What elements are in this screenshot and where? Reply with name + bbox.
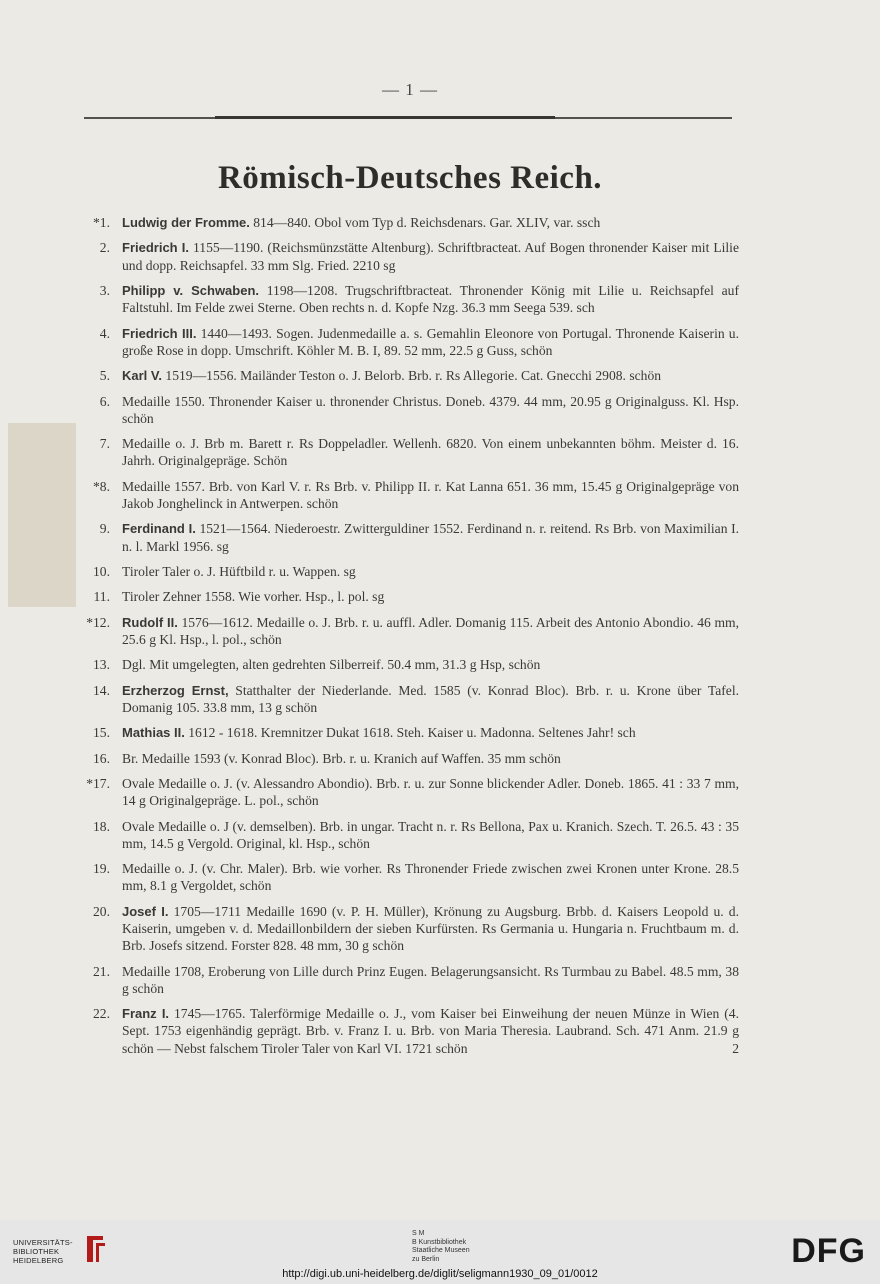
catalog-entry bbox=[84, 239, 739, 273]
catalog-entry bbox=[84, 478, 739, 512]
entry-number: 9. bbox=[99, 521, 110, 537]
entry-number: 15. bbox=[93, 725, 110, 741]
catalog-entry bbox=[84, 860, 739, 894]
entry-ruler: Erzherzog Ernst, bbox=[122, 682, 229, 698]
catalog-entries bbox=[84, 214, 739, 1065]
entry-ruler: Friedrich I. bbox=[122, 240, 190, 256]
entry-description: Tiroler Zehner 1558. Wie vorher. Hsp., l. pol. sg bbox=[122, 589, 385, 605]
entry-ruler: Josef I. bbox=[122, 903, 169, 919]
header-rule-thick bbox=[215, 116, 555, 119]
entry-description: Medaille o. J. Brb m. Barett r. Rs Doppeladler. Wellenh. 6820. Von einem unbekannten böhm. Meister d. 16. Jahrh. Originalgepräge. Schön bbox=[122, 436, 739, 469]
entry-description: 1519—1556. Mailänder Teston o. J. Belorb. Brb. r. Rs Allegorie. Cat. Gnecchi 2908. schön bbox=[162, 368, 662, 384]
entry-description: 1576—1612. Medaille o. J. Brb. r. u. auffl. Adler. Domanig 115. Arbeit des Antonio Abondio. 46 mm, 25.6 g Kl. Hsp., l. pol., schön bbox=[122, 614, 739, 647]
entry-description: 814—840. Obol vom Typ d. Reichsdenars. Gar. XLIV, var. ssch bbox=[249, 215, 601, 230]
entry-description: Medaille o. J. (v. Chr. Maler). Brb. wie vorher. Rs Thronender Friede zwischen zwei Kronen unter Krone. 28.5 mm, 8.1 g Vergoldet, schön bbox=[122, 861, 739, 894]
catalog-entry bbox=[84, 724, 739, 741]
entry-description: Tiroler Taler o. J. Hüftbild r. u. Wappen. sg bbox=[122, 563, 356, 579]
entry-description: 1521—1564. Niederoestr. Zwitterguldiner 1552. Ferdinand n. r. reitend. Rs Brb. von Maximilian I. n. l. Markl 1956. sg bbox=[122, 521, 739, 554]
entry-number: 7. bbox=[99, 436, 110, 452]
permalink-url[interactable]: http://digi.ub.uni-heidelberg.de/diglit/seligmann1930_09_01/0012 bbox=[282, 1268, 598, 1280]
entry-ruler: Franz I. bbox=[122, 1006, 170, 1022]
page-number: — 1 — bbox=[382, 80, 438, 99]
entry-number: 14. bbox=[93, 682, 110, 698]
catalog-entry bbox=[84, 903, 739, 955]
entry-number: *12. bbox=[86, 614, 110, 630]
entry-description: 1612 - 1618. Kremnitzer Dukat 1618. Steh. Kaiser u. Madonna. Seltenes Jahr! sch bbox=[184, 725, 636, 741]
entry-description: 1705—1711 Medaille 1690 (v. P. H. Müller), Krönung zu Augsburg. Brbb. d. Kaisers Leopold u. d. Kaiserin, umgeben v. d. Medaillonbildern der sieben Kurfürsten. Rs Germania u. Hungaria n. Fruchtbaum m. d. Brb. Josefs sitzend. Forster 828. 48 mm, 30 g schön bbox=[122, 903, 740, 954]
entry-description: Medaille 1557. Brb. von Karl V. r. Rs Brb. v. Philipp II. r. Kat Lanna 651. 36 mm, 15.45 g Originalgepräge von Jakob Jonghelinck in Antwerpen. schön bbox=[122, 478, 739, 511]
entry-description: Medaille 1708, Eroberung von Lille durch Prinz Eugen. Belagerungsansicht. Rs Turmbau zu Babel. 48.5 mm, 38 g schön bbox=[122, 963, 739, 996]
entry-trailing-mark: 2 bbox=[732, 1040, 739, 1056]
viewer-footer bbox=[0, 1220, 880, 1284]
catalog-entry bbox=[84, 1005, 739, 1057]
page-title: Römisch-Deutsches Reich. bbox=[217, 160, 603, 196]
entry-number: *17. bbox=[86, 776, 110, 792]
entry-number: 19. bbox=[93, 861, 110, 877]
entry-ruler: Rudolf II. bbox=[122, 614, 178, 630]
catalog-entry bbox=[84, 963, 739, 997]
paper-strip bbox=[8, 423, 76, 607]
entry-description: Dgl. Mit umgelegten, alten gedrehten Silberreif. 50.4 mm, 31.3 g Hsp, schön bbox=[122, 657, 541, 673]
entry-ruler: Friedrich III. bbox=[122, 325, 197, 341]
catalog-entry bbox=[84, 367, 739, 384]
catalog-entry bbox=[84, 682, 739, 716]
catalog-entry bbox=[84, 393, 739, 427]
entry-description: 1198—1208. Trugschriftbracteat. Thronender König mit Lilie u. Reichsapfel auf Faltstuhl. Im Felde zwei Sterne. Oben rechts n. d. Kopfe Nzg. 36.3 mm Seega 539. sch bbox=[122, 282, 739, 316]
catalog-entry bbox=[84, 214, 739, 231]
catalog-entry bbox=[84, 563, 739, 580]
entry-number: 10. bbox=[93, 563, 110, 579]
entry-number: 20. bbox=[93, 903, 110, 919]
library-stamp: S M B Kunstbibliothek Staatliche Museen zu Berlin bbox=[412, 1230, 470, 1263]
entry-description: Statthalter der Niederlande. Med. 1585 (v. Konrad Bloc). Brb. r. u. Krone über Tafel. Domanig 105. 33.8 mm, 13 g schön bbox=[122, 682, 739, 715]
entry-number: 5. bbox=[99, 368, 110, 384]
entry-number: 18. bbox=[93, 818, 110, 834]
entry-number: *1. bbox=[93, 215, 110, 230]
entry-ruler: Karl V. bbox=[122, 368, 162, 384]
catalog-entry bbox=[84, 282, 739, 316]
catalog-entry bbox=[84, 818, 739, 852]
entry-description: Br. Medaille 1593 (v. Konrad Bloc). Brb. r. u. Kranich auf Waffen. 35 mm schön bbox=[122, 750, 561, 766]
entry-description: 1155—1190. (Reichsmünzstätte Altenburg). Schriftbracteat. Auf Bogen thronender Kaiser mit Lilie und dopp. Reichsapfel. 33 mm Slg. Fried. 2210 sg bbox=[122, 240, 739, 273]
entry-number: 4. bbox=[99, 325, 110, 341]
library-emblem-icon bbox=[83, 1232, 109, 1266]
catalog-entry bbox=[84, 435, 739, 469]
entry-number: 16. bbox=[93, 750, 110, 766]
entry-number: *8. bbox=[93, 478, 110, 494]
entry-number: 13. bbox=[93, 657, 110, 673]
entry-description: Ovale Medaille o. J (v. demselben). Brb. in ungar. Tracht n. r. Rs Bellona, Pax u. Kranich. Szech. T. 26.5. 43 : 35 mm, 14.5 g Vergold. Original, kl. Hsp., schön bbox=[122, 818, 739, 851]
entry-ruler: Ludwig der Fromme. bbox=[122, 215, 250, 230]
entry-ruler: Ferdinand I. bbox=[122, 521, 196, 537]
catalog-entry bbox=[84, 588, 739, 605]
catalog-entry bbox=[84, 775, 739, 809]
catalog-entry bbox=[84, 325, 739, 359]
entry-description: Ovale Medaille o. J. (v. Alessandro Abondio). Brb. r. u. zur Sonne blickender Adler. Doneb. 1865. 41 : 33 7 mm, 14 g Originalgepräge. L. pol., schön bbox=[122, 776, 739, 809]
entry-number: 3. bbox=[99, 282, 110, 298]
entry-number: 22. bbox=[93, 1006, 110, 1022]
catalog-entry bbox=[84, 750, 739, 767]
library-name: UNIVERSITÄTS- BIBLIOTHEK HEIDELBERG bbox=[13, 1238, 73, 1265]
entry-number: 11. bbox=[93, 589, 110, 605]
entry-description: 1440—1493. Sogen. Judenmedaille a. s. Gemahlin Eleonore von Portugal. Thronende Kaiserin u. große Rose in dopp. Umschrift. Köhler M. B. I, 89. 52 mm, 22.5 g Guss, schön bbox=[122, 325, 739, 358]
entry-description: Medaille 1550. Thronender Kaiser u. thronender Christus. Doneb. 4379. 44 mm, 20.95 g Originalguss. Kl. Hsp. schön bbox=[122, 393, 739, 426]
catalog-entry bbox=[84, 520, 739, 554]
catalog-entry bbox=[84, 656, 739, 673]
entry-number: 6. bbox=[99, 393, 110, 409]
entry-ruler: Philipp v. Schwaben. bbox=[122, 282, 260, 298]
entry-ruler: Mathias II. bbox=[122, 725, 185, 741]
dfg-logo[interactable]: DFG bbox=[791, 1232, 866, 1270]
entry-number: 2. bbox=[99, 240, 110, 256]
catalog-entry bbox=[84, 614, 739, 648]
entry-description: 1745—1765. Talerförmige Medaille o. J., vom Kaiser bei Einweihung der neuen Münze in Wien (4. Sept. 1753 eigenhändig geprägt. Brb. v. Franz I. u. Brb. von Maria Theresia. Laubrand. Sch. 471 Anm. 21.9 g schön — Nebst falschem Tiroler Taler von Karl VI. 1721 schön bbox=[122, 1006, 739, 1056]
entry-number: 21. bbox=[93, 963, 110, 979]
